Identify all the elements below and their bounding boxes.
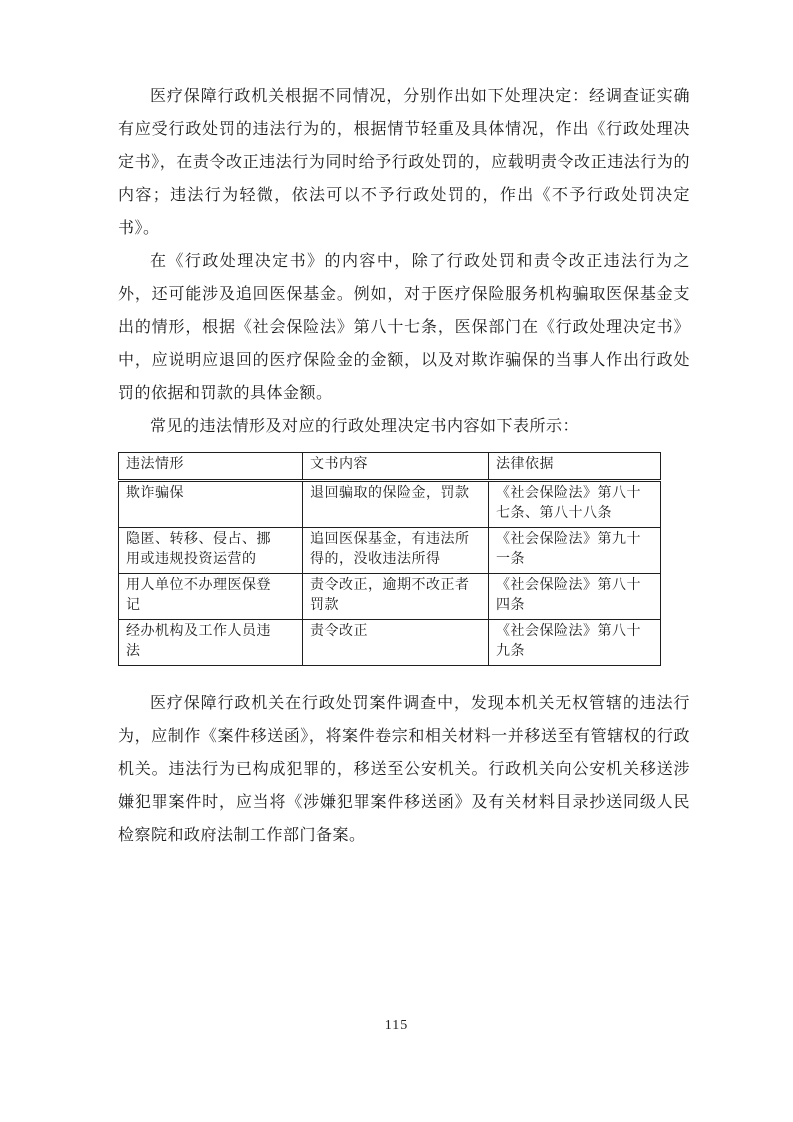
page-number: 115 [384, 1018, 409, 1033]
paragraph-decision-content: 在《行政处理决定书》的内容中，除了行政处罚和责令改正违法行为之外，还可能涉及追回医保基金。例如，对于医疗保险服务机构骗取医保基金支出的情形，根据《社会保险法》第八十七条，医保部门在《行政处理决定书》中，应说明应退回的医疗保险金的金额，以及对欺诈骗保的当事人作出行政处罚的依据和罚款的具体金额。 [118, 253, 690, 402]
table-cell: 隐匿、转移、侵占、挪用或违规投资运营的 [119, 528, 303, 574]
table-row [119, 528, 661, 574]
table-intro-line: 常见的违法情形及对应的行政处理决定书内容如下表所示： [150, 418, 580, 435]
table-header-cell: 违法情形 [119, 453, 303, 481]
table-cell: 欺诈骗保 [119, 481, 303, 528]
table-cell: 《社会保险法》第八十九条 [489, 620, 661, 666]
table-cell: 责令改正 [303, 620, 489, 666]
table-header-row [119, 453, 661, 481]
table-cell: 《社会保险法》第八十七条、第八十八条 [489, 481, 661, 528]
table-row [119, 481, 661, 528]
table-cell: 退回骗取的保险金，罚款 [303, 481, 489, 528]
page-content [118, 80, 690, 852]
table-cell: 《社会保险法》第九十一条 [489, 528, 661, 574]
table-cell: 《社会保险法》第八十四条 [489, 574, 661, 620]
table-cell: 追回医保基金，有违法所得的，没收违法所得 [303, 528, 489, 574]
paragraph-processing-decisions: 医疗保障行政机关根据不同情况，分别作出如下处理决定：经调查证实确有应受行政处罚的违法行为的，根据情节轻重及具体情况，作出《行政处理决定书》，在责令改正违法行为同时给予行政处罚的，应载明责令改正违法行为的内容；违法行为轻微，依法可以不予行政处罚的，作出《不予行政处罚决定书》。 [118, 88, 690, 237]
table-cell: 用人单位不办理医保登记 [119, 574, 303, 620]
table-cell: 责令改正，逾期不改正者罚款 [303, 574, 489, 620]
table-row [119, 574, 661, 620]
paragraph-case-transfer: 医疗保障行政机关在行政处罚案件调查中，发现本机关无权管辖的违法行为，应制作《案件移送函》，将案件卷宗和相关材料一并移送至有管辖权的行政机关。违法行为已构成犯罪的，移送至公安机关。行政机关向公安机关移送涉嫌犯罪案件时，应当将《涉嫌犯罪案件移送函》及有关材料目录抄送同级人民检察院和政府法制工作部门备案。 [118, 695, 690, 844]
violations-table [118, 452, 661, 666]
table-header-cell: 文书内容 [303, 453, 489, 481]
table-header-cell: 法律依据 [489, 453, 661, 481]
table-row [119, 620, 661, 666]
table-body [119, 481, 661, 666]
table-cell: 经办机构及工作人员违法 [119, 620, 303, 666]
